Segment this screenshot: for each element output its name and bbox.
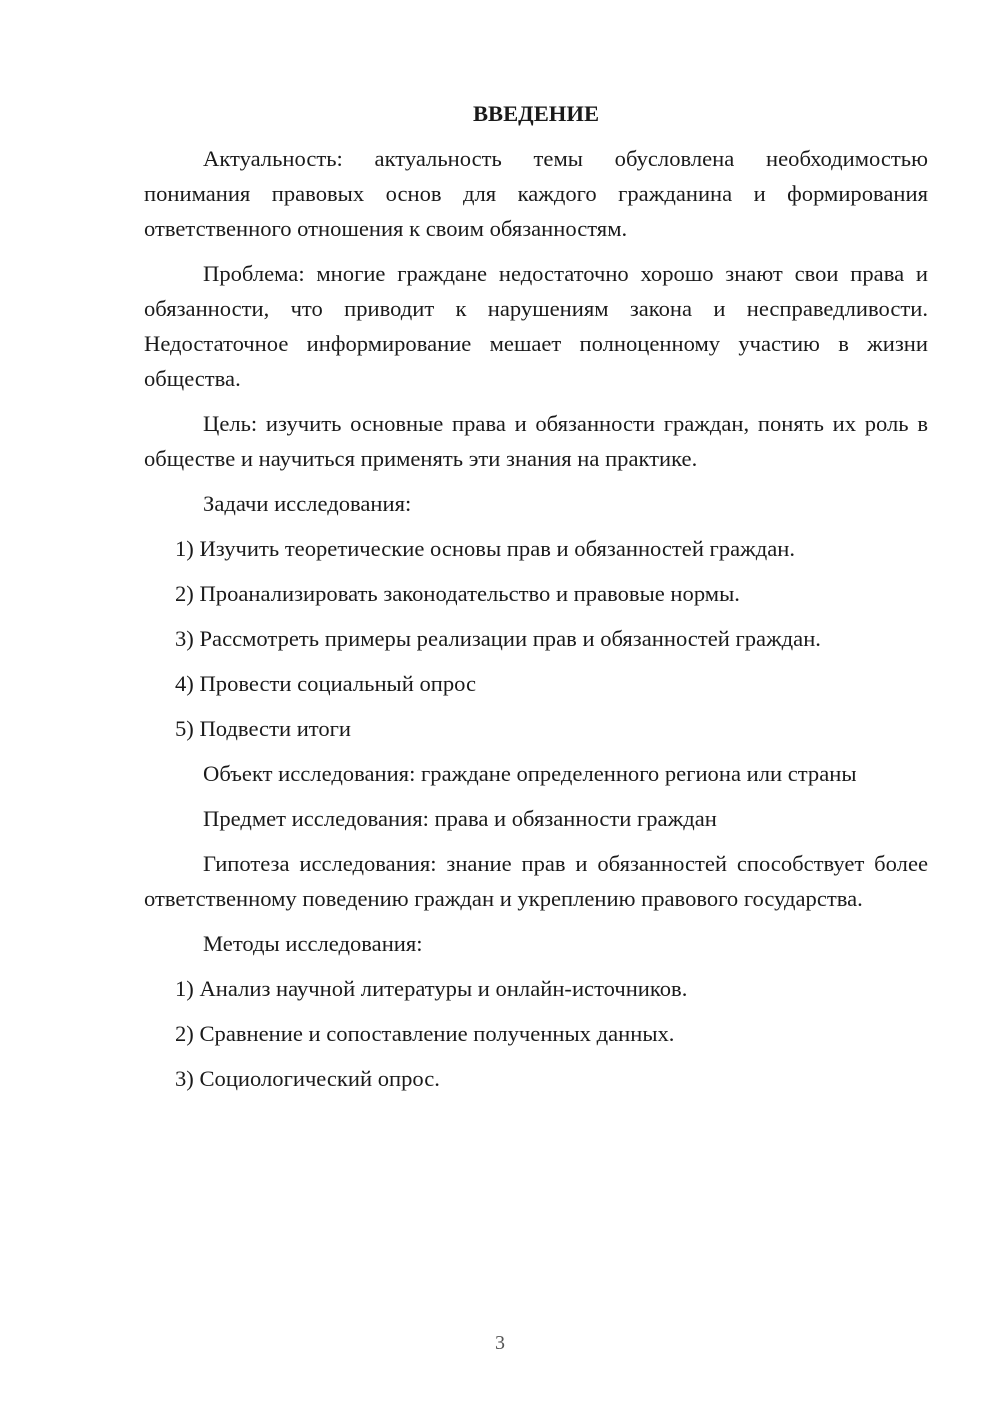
object-paragraph: Объект исследования: граждане определенного региона или страны — [203, 761, 857, 786]
task-item: 5) Подвести итоги — [175, 716, 352, 741]
hypothesis-paragraph: Гипотеза исследования: знание прав и обязанностей способствует более ответственному поведению граждан и укреплению правового государства. — [144, 851, 928, 911]
page-number: 3 — [495, 1332, 505, 1354]
goal-paragraph: Цель: изучить основные права и обязанности граждан, понять их роль в обществе и научиться применять эти знания на практике. — [144, 411, 928, 471]
methods-heading: Методы исследования: — [203, 931, 423, 956]
task-item: 1) Изучить теоретические основы прав и обязанностей граждан. — [175, 536, 796, 561]
page-title: ВВЕДЕНИЕ — [472, 101, 600, 126]
tasks-heading: Задачи исследования: — [203, 491, 412, 516]
task-item: 3) Рассмотреть примеры реализации прав и обязанностей граждан. — [175, 626, 821, 651]
method-item: 3) Социологический опрос. — [175, 1066, 440, 1091]
relevance-paragraph: Актуальность: актуальность темы обусловлена необходимостью понимания правовых основ для каждого гражданина и формирования ответственного отношения к своим обязанностям. — [144, 146, 928, 241]
method-item: 2) Сравнение и сопоставление полученных данных. — [175, 1021, 675, 1046]
method-item: 1) Анализ научной литературы и онлайн-источников. — [175, 976, 688, 1001]
problem-paragraph: Проблема: многие граждане недостаточно хорошо знают свои права и обязанности, что приводит к нарушениям закона и несправедливости. Недостаточное информирование мешает полноценному участию в жизни общества. — [144, 261, 928, 391]
task-item: 4) Провести социальный опрос — [175, 671, 477, 696]
task-item: 2) Проанализировать законодательство и правовые нормы. — [175, 581, 740, 606]
subject-paragraph: Предмет исследования: права и обязанности граждан — [203, 806, 717, 831]
document-page — [144, 96, 928, 1106]
